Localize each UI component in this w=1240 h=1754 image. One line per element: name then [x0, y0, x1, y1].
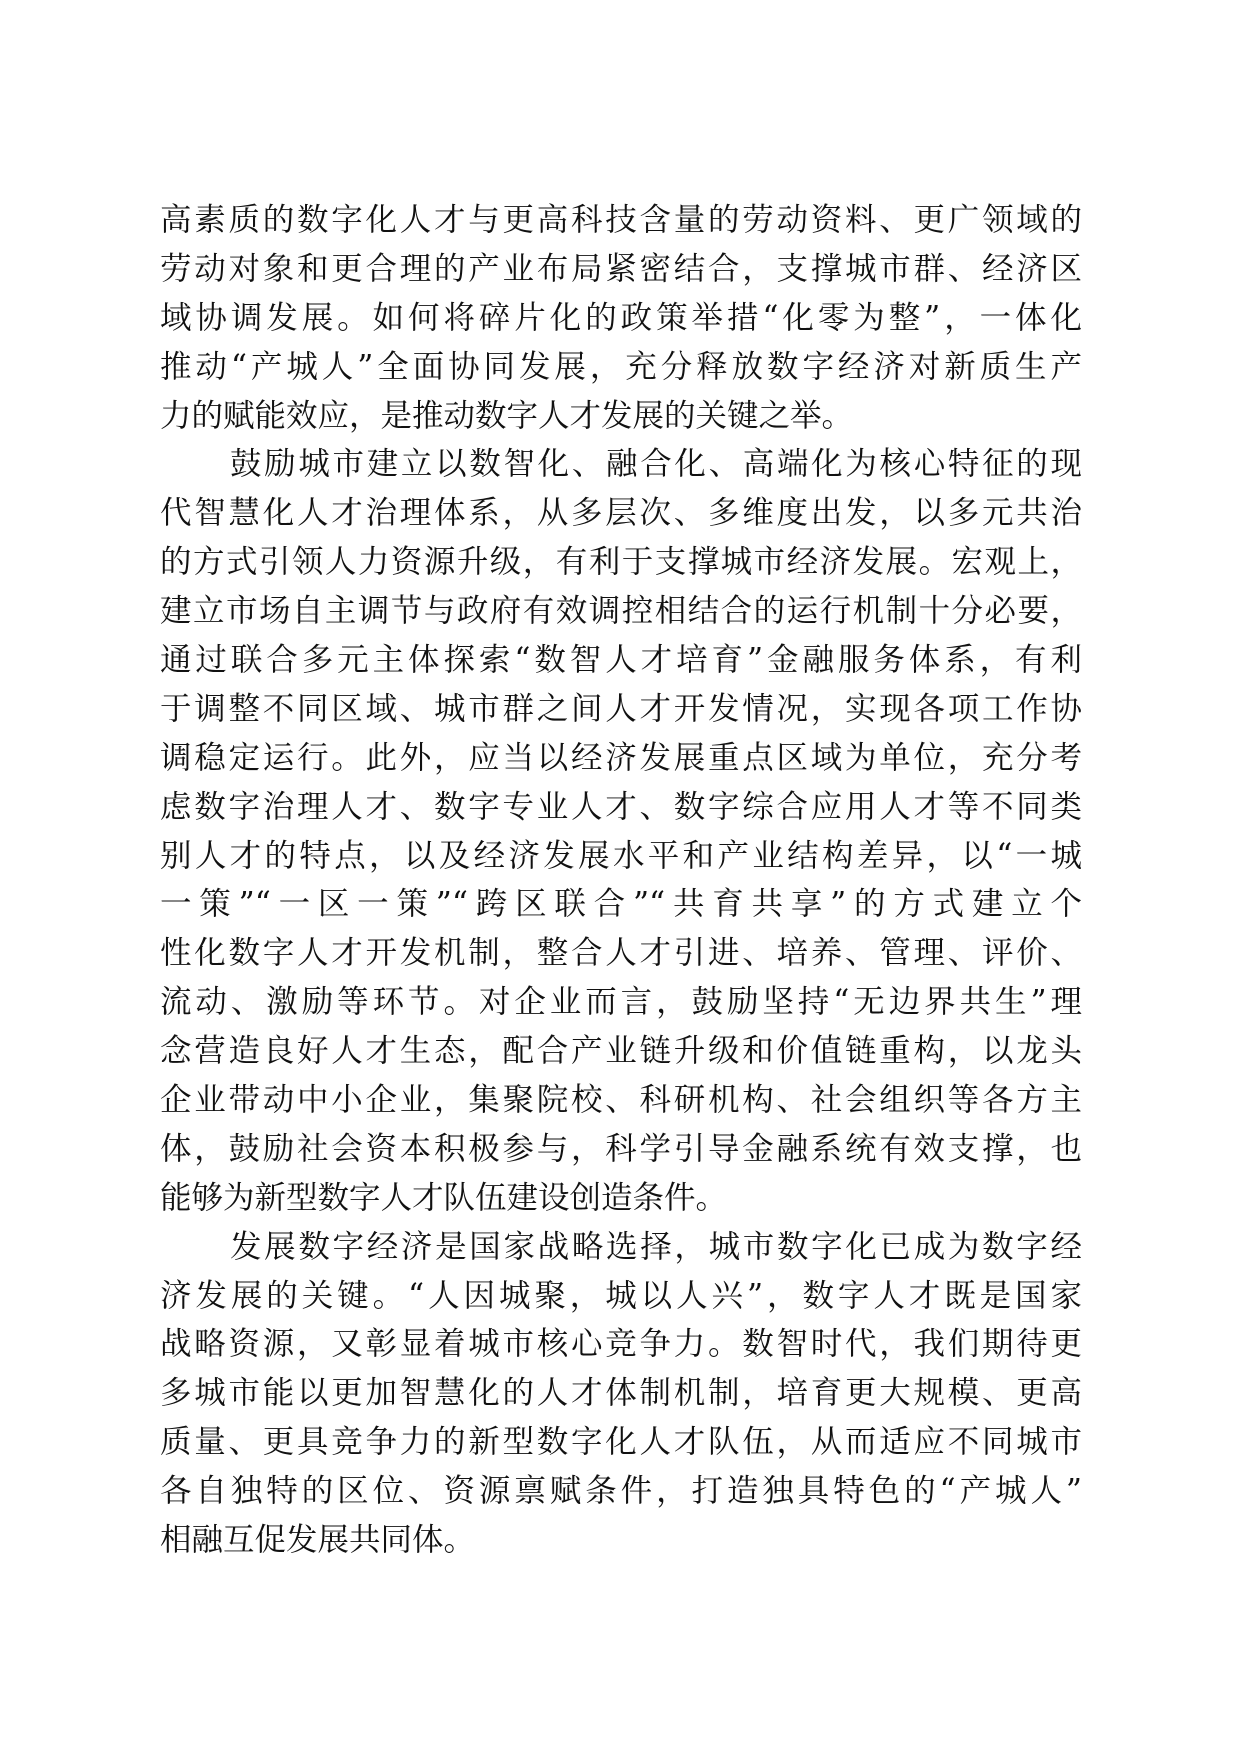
text-line: 鼓励城市建立以数智化、融合化、高端化为核心特征的现	[230, 446, 1082, 483]
document-body	[160, 196, 1082, 1565]
text-line: 流动、激励等环节。对企业而言，鼓励坚持“无边界共生”理	[160, 984, 1082, 1021]
text-line: 高素质的数字化人才与更高科技含量的劳动资料、更广领域的	[160, 202, 1082, 238]
text-line: 的方式引领人力资源升级，有利于支撑城市经济发展。宏观上，	[160, 544, 1082, 581]
text-line: 虑数字治理人才、数字专业人才、数字综合应用人才等不同类	[160, 788, 1082, 825]
paragraph-2	[160, 440, 1082, 1222]
text-line: 于调整不同区域、城市群之间人才开发情况，实现各项工作协	[160, 690, 1082, 727]
text-line: 各自独特的区位、资源禀赋条件，打造独具特色的“产城人”	[160, 1473, 1082, 1510]
text-line: 一策”“一区一策”“跨区联合”“共育共享”的方式建立个	[160, 886, 1082, 923]
text-line: 通过联合多元主体探索“数智人才培育”金融服务体系，有利	[160, 642, 1082, 679]
text-line: 战略资源，又彰显着城市核心竞争力。数智时代，我们期待更	[160, 1326, 1082, 1363]
text-line: 发展数字经济是国家战略选择，城市数字化已成为数字经	[230, 1228, 1082, 1265]
text-line: 劳动对象和更合理的产业布局紧密结合，支撑城市群、经济区	[160, 250, 1082, 287]
text-line: 别人才的特点，以及经济发展水平和产业结构差异，以“一城	[160, 837, 1082, 874]
text-line: 多城市能以更加智慧化的人才体制机制，培育更大规模、更高	[160, 1375, 1082, 1412]
text-line: 能够为新型数字人才队伍建设创造条件。	[160, 1179, 728, 1216]
text-line: 体，鼓励社会资本积极参与，科学引导金融系统有效支撑，也	[160, 1130, 1082, 1167]
text-line: 企业带动中小企业，集聚院校、科研机构、社会组织等各方主	[160, 1082, 1082, 1119]
paragraph-1	[160, 196, 1082, 440]
text-line: 济发展的关键。“人因城聚，城以人兴”，数字人才既是国家	[160, 1277, 1082, 1314]
text-line: 相融互促发展共同体。	[160, 1522, 476, 1559]
text-line: 建立市场自主调节与政府有效调控相结合的运行机制十分必要，	[160, 593, 1082, 630]
paragraph-3	[160, 1223, 1082, 1565]
text-line: 性化数字人才开发机制，整合人才引进、培养、管理、评价、	[160, 935, 1082, 972]
text-line: 调稳定运行。此外，应当以经济发展重点区域为单位，充分考	[160, 739, 1082, 776]
text-line: 代智慧化人才治理体系，从多层次、多维度出发，以多元共治	[160, 495, 1082, 532]
text-line: 质量、更具竞争力的新型数字化人才队伍，从而适应不同城市	[160, 1424, 1082, 1461]
text-line: 念营造良好人才生态，配合产业链升级和价值链重构，以龙头	[160, 1033, 1082, 1070]
text-line: 力的赋能效应，是推动数字人才发展的关键之举。	[160, 397, 854, 434]
text-line: 域协调发展。如何将碎片化的政策举措“化零为整”，一体化	[160, 299, 1082, 336]
text-line: 推动“产城人”全面协同发展，充分释放数字经济对新质生产	[160, 348, 1082, 385]
